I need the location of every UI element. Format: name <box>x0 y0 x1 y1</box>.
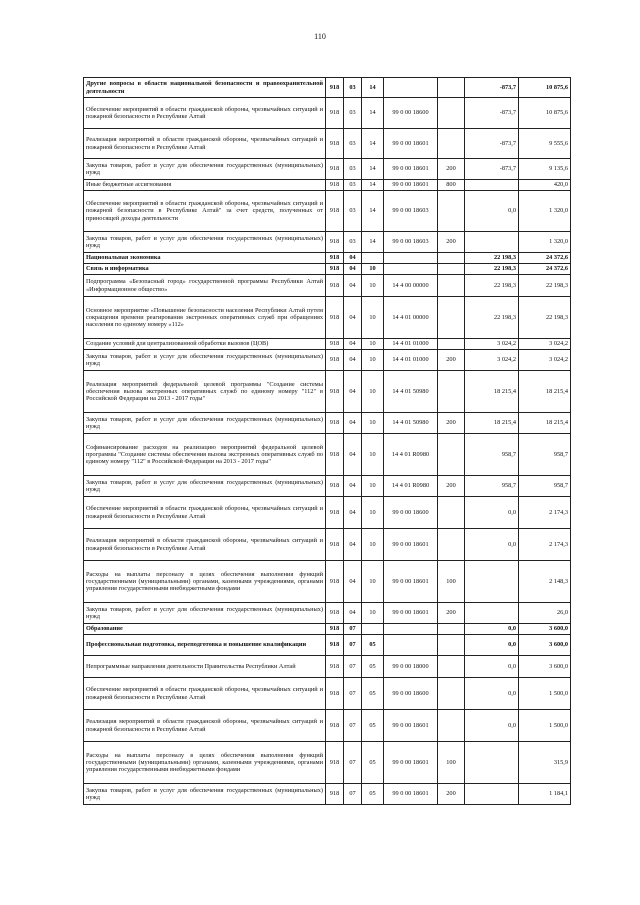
row-change-amount: 0,0 <box>465 656 519 678</box>
row-grbs: 918 <box>326 413 344 434</box>
row-section: 04 <box>344 297 362 339</box>
row-name: Закупка товаров, работ и услуг для обеспечения государственных (муниципальных) нужд <box>84 603 326 624</box>
row-expense-type <box>438 78 465 98</box>
row-section: 07 <box>344 624 362 635</box>
row-change-amount <box>465 561 519 603</box>
row-subsection <box>362 253 384 264</box>
row-subsection: 05 <box>362 656 384 678</box>
row-grbs: 918 <box>326 434 344 476</box>
row-subsection: 14 <box>362 78 384 98</box>
row-change-amount: 958,7 <box>465 476 519 497</box>
row-expense-type <box>438 129 465 159</box>
row-name: Расходы на выплаты персоналу в целях обеспечения выполнения функций государственными (муниципальными) органами, казенными учреждениями, органами управления государственными внебюджетными фондами <box>84 742 326 784</box>
table-row <box>84 297 571 339</box>
row-target-article <box>384 264 438 275</box>
row-section: 04 <box>344 350 362 371</box>
row-section: 04 <box>344 434 362 476</box>
row-subsection: 10 <box>362 529 384 561</box>
row-name: Реализация мероприятий в области гражданской обороны, чрезвычайных ситуаций и пожарной безопасности в Республике Алтай <box>84 129 326 159</box>
row-name: Основное мероприятие «Повышение безопасности населения Республики Алтай путем сокращения времени реагирования экстренных оперативных служб при обращениях населения по единому номеру «112» <box>84 297 326 339</box>
row-change-amount: -873,7 <box>465 98 519 129</box>
row-name: Закупка товаров, работ и услуг для обеспечения государственных (муниципальных) нужд <box>84 413 326 434</box>
row-subsection: 10 <box>362 264 384 275</box>
row-grbs: 918 <box>326 678 344 710</box>
row-name: Реализация мероприятий в области гражданской обороны, чрезвычайных ситуаций и пожарной безопасности в Республике Алтай <box>84 529 326 561</box>
row-total-amount: 24 372,6 <box>519 264 571 275</box>
row-change-amount: 0,0 <box>465 710 519 742</box>
row-total-amount: 18 215,4 <box>519 413 571 434</box>
row-section: 04 <box>344 253 362 264</box>
row-name: Закупка товаров, работ и услуг для обеспечения государственных (муниципальных) нужд <box>84 232 326 253</box>
row-section: 04 <box>344 603 362 624</box>
row-grbs: 918 <box>326 529 344 561</box>
row-change-amount: 3 024,2 <box>465 350 519 371</box>
row-change-amount <box>465 232 519 253</box>
row-change-amount: 22 198,3 <box>465 297 519 339</box>
row-total-amount: 3 024,2 <box>519 350 571 371</box>
row-subsection <box>362 624 384 635</box>
row-total-amount: 26,0 <box>519 603 571 624</box>
row-change-amount <box>465 784 519 805</box>
row-expense-type: 800 <box>438 180 465 191</box>
row-change-amount: 0,0 <box>465 497 519 529</box>
row-section: 04 <box>344 339 362 350</box>
row-change-amount: 18 215,4 <box>465 413 519 434</box>
row-total-amount: 22 198,3 <box>519 297 571 339</box>
row-target-article: 99 0 00 18601 <box>384 742 438 784</box>
row-target-article: 14 4 01 50980 <box>384 371 438 413</box>
row-name: Реализация мероприятий федеральной целевой программы "Создание системы обеспечения вызова экстренных оперативных служб по единому номеру "112" в Российской Федерации на 2013 - 2017 годы" <box>84 371 326 413</box>
row-total-amount: 3 600,0 <box>519 624 571 635</box>
row-target-article: 14 4 01 R0980 <box>384 476 438 497</box>
row-grbs: 918 <box>326 561 344 603</box>
row-grbs: 918 <box>326 253 344 264</box>
row-grbs: 918 <box>326 603 344 624</box>
row-change-amount: 0,0 <box>465 635 519 656</box>
row-target-article <box>384 78 438 98</box>
table-row <box>84 159 571 180</box>
row-target-article: 99 0 00 18601 <box>384 561 438 603</box>
table-row <box>84 635 571 656</box>
row-subsection: 05 <box>362 784 384 805</box>
row-subsection: 10 <box>362 339 384 350</box>
row-expense-type <box>438 529 465 561</box>
row-target-article: 99 0 00 18601 <box>384 529 438 561</box>
row-expense-type: 200 <box>438 784 465 805</box>
row-section: 04 <box>344 529 362 561</box>
row-section: 04 <box>344 413 362 434</box>
row-change-amount: 0,0 <box>465 191 519 232</box>
row-total-amount: 1 500,0 <box>519 710 571 742</box>
row-grbs: 918 <box>326 656 344 678</box>
row-subsection: 05 <box>362 678 384 710</box>
row-section: 07 <box>344 784 362 805</box>
row-expense-type <box>438 264 465 275</box>
table-row <box>84 264 571 275</box>
table-row <box>84 710 571 742</box>
row-target-article: 99 0 00 18601 <box>384 710 438 742</box>
row-subsection: 05 <box>362 635 384 656</box>
table-row <box>84 78 571 98</box>
row-name: Закупка товаров, работ и услуг для обеспечения государственных (муниципальных) нужд <box>84 350 326 371</box>
row-grbs: 918 <box>326 497 344 529</box>
row-subsection: 10 <box>362 497 384 529</box>
row-change-amount: -873,7 <box>465 129 519 159</box>
row-total-amount: 3 600,0 <box>519 656 571 678</box>
row-target-article <box>384 635 438 656</box>
row-name: Связь и информатика <box>84 264 326 275</box>
row-change-amount: 22 198,3 <box>465 264 519 275</box>
row-change-amount: 0,0 <box>465 624 519 635</box>
row-subsection: 10 <box>362 371 384 413</box>
row-expense-type <box>438 656 465 678</box>
row-total-amount: 10 875,6 <box>519 78 571 98</box>
row-expense-type <box>438 678 465 710</box>
row-target-article: 99 0 00 18601 <box>384 129 438 159</box>
row-grbs: 918 <box>326 129 344 159</box>
row-total-amount: 24 372,6 <box>519 253 571 264</box>
row-grbs: 918 <box>326 78 344 98</box>
row-total-amount: 3 600,0 <box>519 635 571 656</box>
row-total-amount: 1 500,0 <box>519 678 571 710</box>
row-target-article: 99 0 00 18601 <box>384 603 438 624</box>
row-name: Создание условий для централизованной обработки вызовов (ЦОВ) <box>84 339 326 350</box>
row-target-article: 14 4 01 50980 <box>384 413 438 434</box>
row-grbs: 918 <box>326 339 344 350</box>
table-row <box>84 371 571 413</box>
row-change-amount: -873,7 <box>465 78 519 98</box>
row-subsection: 05 <box>362 710 384 742</box>
row-expense-type: 200 <box>438 159 465 180</box>
page-number: 110 <box>314 32 326 41</box>
row-target-article <box>384 253 438 264</box>
row-subsection: 14 <box>362 159 384 180</box>
row-change-amount <box>465 742 519 784</box>
row-name: Обеспечение мероприятий в области гражданской обороны, чрезвычайных ситуаций и пожарной безопасности в Республике Алтай <box>84 98 326 129</box>
table-row <box>84 413 571 434</box>
row-grbs: 918 <box>326 275 344 297</box>
row-subsection: 10 <box>362 434 384 476</box>
row-name: Обеспечение мероприятий в области гражданской обороны, чрезвычайных ситуаций и пожарной безопасности в Республике Алтай" за счет средств, полученных от приносящей доходы деятельности <box>84 191 326 232</box>
row-expense-type <box>438 98 465 129</box>
table-row <box>84 191 571 232</box>
row-total-amount: 22 198,3 <box>519 275 571 297</box>
row-target-article: 99 0 00 18600 <box>384 497 438 529</box>
row-expense-type <box>438 371 465 413</box>
row-name: Обеспечение мероприятий в области гражданской обороны, чрезвычайных ситуаций и пожарной безопасности в Республике Алтай <box>84 678 326 710</box>
row-expense-type <box>438 191 465 232</box>
row-total-amount: 3 024,2 <box>519 339 571 350</box>
row-target-article: 99 0 00 18601 <box>384 180 438 191</box>
row-change-amount <box>465 180 519 191</box>
table-row <box>84 656 571 678</box>
row-section: 04 <box>344 264 362 275</box>
row-name: Другие вопросы в области национальной безопасности и правоохранительной деятельности <box>84 78 326 98</box>
row-subsection: 14 <box>362 129 384 159</box>
row-section: 03 <box>344 180 362 191</box>
row-target-article: 14 4 01 01000 <box>384 350 438 371</box>
row-section: 04 <box>344 476 362 497</box>
row-expense-type: 100 <box>438 561 465 603</box>
row-subsection: 14 <box>362 191 384 232</box>
row-total-amount: 1 320,0 <box>519 232 571 253</box>
row-grbs: 918 <box>326 742 344 784</box>
row-subsection: 10 <box>362 413 384 434</box>
row-total-amount: 2 174,3 <box>519 497 571 529</box>
row-section: 07 <box>344 710 362 742</box>
row-target-article: 14 4 01 00000 <box>384 297 438 339</box>
row-grbs: 918 <box>326 232 344 253</box>
row-change-amount: 22 198,3 <box>465 275 519 297</box>
row-subsection: 14 <box>362 232 384 253</box>
row-change-amount: 18 215,4 <box>465 371 519 413</box>
row-expense-type: 200 <box>438 413 465 434</box>
row-total-amount: 9 555,6 <box>519 129 571 159</box>
row-total-amount: 18 215,4 <box>519 371 571 413</box>
row-target-article: 99 0 00 18000 <box>384 656 438 678</box>
row-grbs: 918 <box>326 98 344 129</box>
table-row <box>84 253 571 264</box>
table-row <box>84 350 571 371</box>
row-total-amount: 2 148,3 <box>519 561 571 603</box>
row-expense-type <box>438 635 465 656</box>
row-target-article <box>384 624 438 635</box>
row-grbs: 918 <box>326 476 344 497</box>
row-section: 03 <box>344 98 362 129</box>
row-expense-type <box>438 624 465 635</box>
row-section: 04 <box>344 497 362 529</box>
row-expense-type <box>438 275 465 297</box>
row-change-amount: 3 024,2 <box>465 339 519 350</box>
row-name: Закупка товаров, работ и услуг для обеспечения государственных (муниципальных) нужд <box>84 159 326 180</box>
table-row <box>84 742 571 784</box>
table-row <box>84 129 571 159</box>
row-subsection: 10 <box>362 297 384 339</box>
row-section: 07 <box>344 678 362 710</box>
row-change-amount: -873,7 <box>465 159 519 180</box>
table-row <box>84 232 571 253</box>
row-grbs: 918 <box>326 297 344 339</box>
row-grbs: 918 <box>326 180 344 191</box>
table-row <box>84 624 571 635</box>
row-name: Профессиональная подготовка, переподготовка и повышение квалификации <box>84 635 326 656</box>
row-section: 03 <box>344 191 362 232</box>
row-name: Непрограммные направления деятельности Правительства Республики Алтай <box>84 656 326 678</box>
row-target-article: 99 0 00 18600 <box>384 98 438 129</box>
row-section: 07 <box>344 656 362 678</box>
row-section: 07 <box>344 635 362 656</box>
row-subsection: 14 <box>362 180 384 191</box>
row-total-amount: 420,0 <box>519 180 571 191</box>
row-expense-type <box>438 339 465 350</box>
row-total-amount: 1 320,0 <box>519 191 571 232</box>
row-target-article: 14 4 00 00000 <box>384 275 438 297</box>
row-name: Иные бюджетные ассигнования <box>84 180 326 191</box>
row-grbs: 918 <box>326 350 344 371</box>
row-subsection: 10 <box>362 561 384 603</box>
row-total-amount: 2 174,3 <box>519 529 571 561</box>
row-total-amount: 958,7 <box>519 434 571 476</box>
row-name: Расходы на выплаты персоналу в целях обеспечения выполнения функций государственными (муниципальными) органами, казенными учреждениями, органами управления государственными внебюджетными фондами <box>84 561 326 603</box>
row-section: 07 <box>344 742 362 784</box>
row-grbs: 918 <box>326 784 344 805</box>
table-row <box>84 678 571 710</box>
row-expense-type <box>438 710 465 742</box>
row-section: 03 <box>344 129 362 159</box>
row-total-amount: 315,9 <box>519 742 571 784</box>
table-row <box>84 434 571 476</box>
row-name: Национальная экономика <box>84 253 326 264</box>
row-expense-type: 200 <box>438 232 465 253</box>
table-row <box>84 497 571 529</box>
row-section: 04 <box>344 561 362 603</box>
row-name: Обеспечение мероприятий в области гражданской обороны, чрезвычайных ситуаций и пожарной безопасности в Республике Алтай <box>84 497 326 529</box>
row-section: 04 <box>344 275 362 297</box>
table-row <box>84 180 571 191</box>
row-target-article: 99 0 00 18603 <box>384 191 438 232</box>
row-target-article: 14 4 01 R0980 <box>384 434 438 476</box>
table-row <box>84 603 571 624</box>
row-grbs: 918 <box>326 371 344 413</box>
row-subsection: 10 <box>362 350 384 371</box>
row-total-amount: 958,7 <box>519 476 571 497</box>
table-row <box>84 784 571 805</box>
row-change-amount: 0,0 <box>465 529 519 561</box>
row-target-article: 14 4 01 01000 <box>384 339 438 350</box>
row-change-amount: 958,7 <box>465 434 519 476</box>
row-expense-type: 200 <box>438 603 465 624</box>
budget-table <box>83 77 571 805</box>
row-change-amount: 0,0 <box>465 678 519 710</box>
row-expense-type <box>438 434 465 476</box>
row-expense-type <box>438 297 465 339</box>
row-subsection: 10 <box>362 603 384 624</box>
row-section: 03 <box>344 159 362 180</box>
row-expense-type <box>438 253 465 264</box>
row-section: 03 <box>344 78 362 98</box>
row-name: Подпрограмма «Безопасный город» государственной программы Республики Алтай «Информационное общество» <box>84 275 326 297</box>
row-change-amount <box>465 603 519 624</box>
row-grbs: 918 <box>326 264 344 275</box>
row-grbs: 918 <box>326 710 344 742</box>
row-subsection: 14 <box>362 98 384 129</box>
row-name: Закупка товаров, работ и услуг для обеспечения государственных (муниципальных) нужд <box>84 476 326 497</box>
table-row <box>84 529 571 561</box>
row-name: Софинансирование расходов на реализацию мероприятий федеральной целевой программы "Создание системы обеспечения вызова экстренных оперативных служб по единому номеру "112" в Российской Федерации на 2013 - 2017 годы" <box>84 434 326 476</box>
row-subsection: 10 <box>362 275 384 297</box>
row-total-amount: 9 135,6 <box>519 159 571 180</box>
row-total-amount: 10 875,6 <box>519 98 571 129</box>
row-change-amount: 22 198,3 <box>465 253 519 264</box>
table-row <box>84 339 571 350</box>
row-name: Реализация мероприятий в области гражданской обороны, чрезвычайных ситуаций и пожарной безопасности в Республике Алтай <box>84 710 326 742</box>
row-expense-type: 200 <box>438 476 465 497</box>
row-subsection: 05 <box>362 742 384 784</box>
table-row <box>84 275 571 297</box>
row-name: Образование <box>84 624 326 635</box>
row-expense-type <box>438 497 465 529</box>
row-grbs: 918 <box>326 159 344 180</box>
budget-table-body <box>84 78 571 805</box>
row-target-article: 99 0 00 18601 <box>384 159 438 180</box>
row-target-article: 99 0 00 18600 <box>384 678 438 710</box>
row-target-article: 99 0 00 18603 <box>384 232 438 253</box>
row-grbs: 918 <box>326 624 344 635</box>
table-row <box>84 476 571 497</box>
row-name: Закупка товаров, работ и услуг для обеспечения государственных (муниципальных) нужд <box>84 784 326 805</box>
row-expense-type: 100 <box>438 742 465 784</box>
table-row <box>84 561 571 603</box>
row-expense-type: 200 <box>438 350 465 371</box>
row-total-amount: 1 184,1 <box>519 784 571 805</box>
row-grbs: 918 <box>326 635 344 656</box>
table-row <box>84 98 571 129</box>
row-section: 03 <box>344 232 362 253</box>
row-section: 04 <box>344 371 362 413</box>
row-subsection: 10 <box>362 476 384 497</box>
row-grbs: 918 <box>326 191 344 232</box>
row-target-article: 99 0 00 18601 <box>384 784 438 805</box>
